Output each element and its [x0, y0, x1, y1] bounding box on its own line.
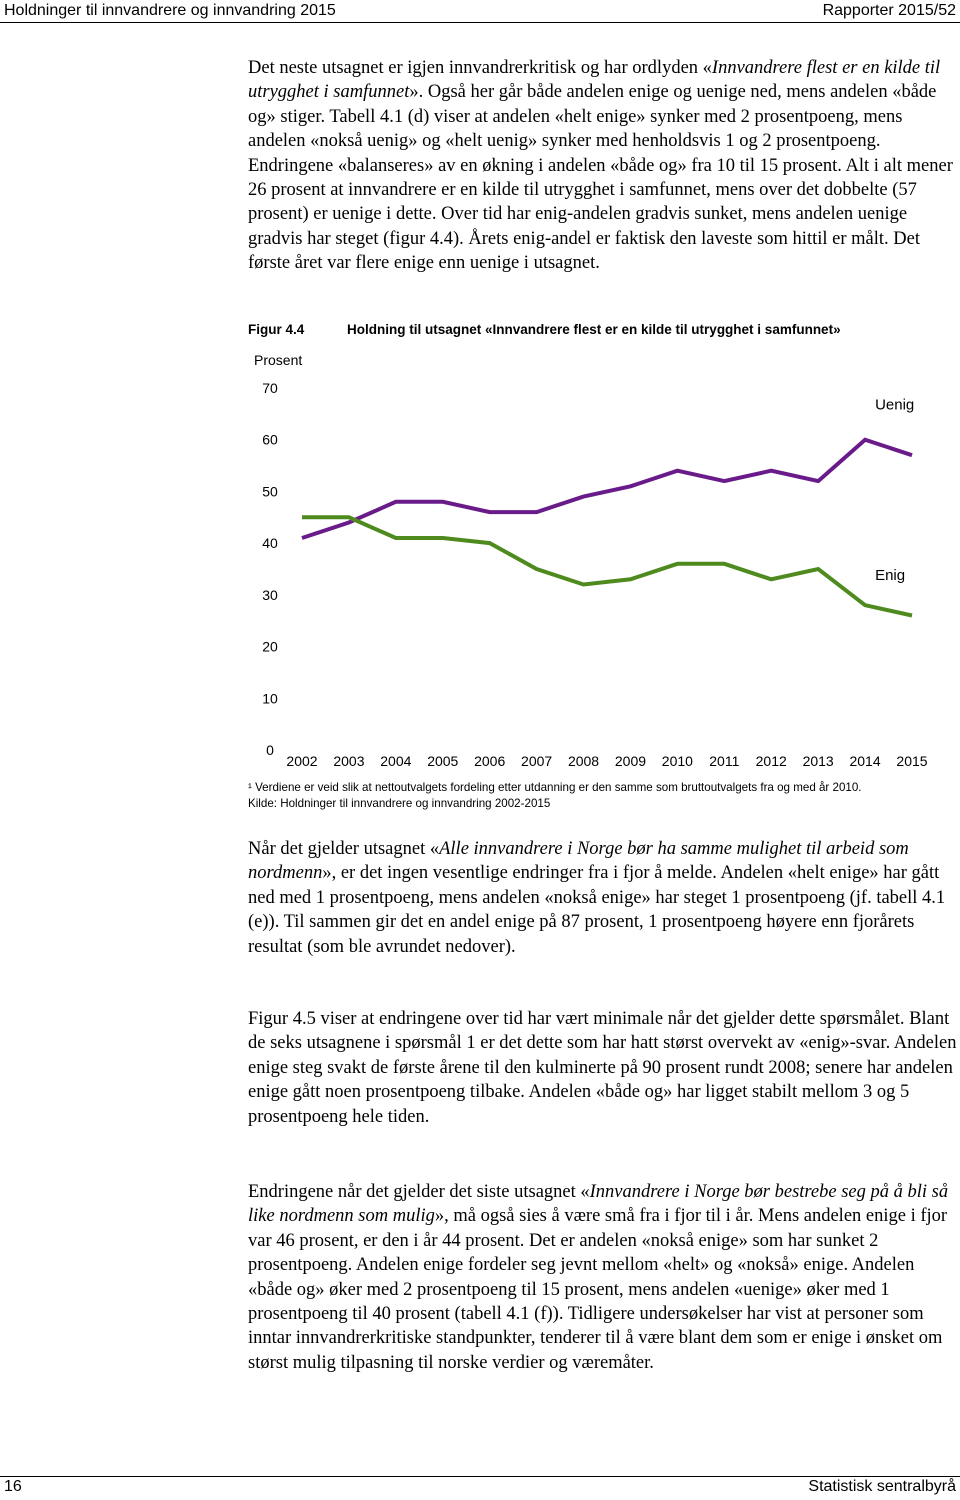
publisher-name: Statistisk sentralbyrå — [808, 1477, 956, 1497]
figure-number: Figur 4.4 — [248, 322, 304, 337]
y-tick-label: 20 — [262, 639, 278, 655]
figure-source: Kilde: Holdninger til innvandrere og innvandring 2002-2015 — [248, 795, 960, 812]
y-tick-label: 40 — [262, 535, 278, 551]
series-line-uenig — [302, 440, 912, 538]
series-line-enig — [302, 517, 912, 615]
x-tick-label: 2013 — [803, 753, 834, 769]
x-tick-label: 2011 — [709, 753, 739, 769]
x-tick-label: 2008 — [568, 753, 599, 769]
paragraph-text: Figur 4.5 viser at endringene over tid har vært minimale når det gjelder dette spørsmålet. Blant de seks utsagnene i spørsmål 1 er det dette som har hatt størst overvekt av «enig»-svar. Andelen enige steg svakt de første årene til den kulminerte på 90 prosent rundt 2008; senere har andelen enige gått noen prosentpoeng tilbake. Andelen «både og» har ligget stabilt mellom 3 og 5 prosentpoeng hele tiden. — [248, 1009, 956, 1127]
paragraph-text: Endringene når det gjelder det siste utsagnet « — [248, 1182, 590, 1202]
paragraph-text: », er det ingen vesentlige endringer fra i fjor å melde. Andelen «helt enige» har gått ned med 1 prosentpoeng, mens andelen «nokså enige» har steget 1 prosentpoeng (jf. tabell 4.1 (e)). Til sammen gir det en andel enige på 87 prosent, 1 prosentpoeng høyere enn fjorårets resultat (som ble avrundet nedover). — [248, 863, 945, 956]
x-tick-label: 2014 — [849, 753, 880, 769]
x-tick-label: 2007 — [521, 753, 552, 769]
paragraph-2 — [248, 837, 960, 959]
x-tick-label: 2002 — [286, 753, 317, 769]
paragraph-3 — [248, 1007, 960, 1129]
x-tick-label: 2012 — [756, 753, 787, 769]
page-footer — [0, 1476, 960, 1500]
paragraph-4 — [248, 1180, 960, 1375]
quoted-statement: Innvandrere i Norge bør bestrebe seg på å bli så like nordmenn som mulig — [248, 1182, 948, 1226]
paragraph-text: ». Også her går både andelen enige og uenige ned, mens andelen «både og» stiger. Tabell 4.1 (d) viser at andelen «helt enige» synker med 2 prosentpoeng, mens andelen «nokså uenig» og «helt uenig» synker med henholdsvis 1 og 2 prosentpoeng. Endringene «balanseres» av en økning i andelen «både og» fra 10 til 15 prosent. Alt i alt mener 26 prosent at innvandrere er en kilde til utrygghet i samfunnet, mens over det dobbelte (57 prosent) er uenige i dette. Over tid har enig-andelen gradvis sunket, mens andelen uenige gradvis har steget (figur 4.4). Årets enig-andel er faktisk den laveste som hittil er målt. Det første året var flere enige enn uenige i utsagnet. — [248, 82, 953, 273]
page-number: 16 — [4, 1477, 22, 1497]
x-tick-label: 2004 — [380, 753, 411, 769]
page-header — [0, 0, 960, 23]
y-axis-label: Prosent — [254, 352, 302, 368]
y-tick-label: 10 — [262, 690, 278, 706]
x-tick-label: 2003 — [333, 753, 364, 769]
x-tick-label: 2005 — [427, 753, 458, 769]
y-tick-label: 70 — [262, 380, 278, 396]
paragraph-text: Når det gjelder utsagnet « — [248, 839, 439, 859]
y-tick-label: 0 — [266, 742, 274, 758]
y-tick-label: 30 — [262, 587, 278, 603]
series-label-enig: Enig — [875, 567, 905, 584]
x-tick-label: 2010 — [662, 753, 693, 769]
running-title: Holdninger til innvandrere og innvandring 2015 — [4, 1, 336, 21]
x-tick-label: 2006 — [474, 753, 505, 769]
x-tick-label: 2009 — [615, 753, 646, 769]
quoted-statement: Alle innvandrere i Norge bør ha samme mulighet til arbeid som nordmenn — [248, 839, 909, 883]
figure-footnote: ¹ Verdiene er veid slik at nettoutvalgets fordeling etter utdanning er den samme som bruttoutvalgets fra og med år 2010. — [248, 779, 960, 796]
series-label-uenig: Uenig — [875, 397, 914, 414]
quoted-statement: Innvandrere flest er en kilde til utrygghet i samfunnet — [248, 58, 940, 102]
line-chart — [240, 370, 960, 770]
paragraph-text: Det neste utsagnet er igjen innvandrerkritisk og har ordlyden « — [248, 58, 712, 78]
paragraph-1 — [248, 56, 960, 276]
x-tick-label: 2015 — [896, 753, 927, 769]
figure-title: Holdning til utsagnet «Innvandrere flest er en kilde til utrygghet i samfunnet» — [347, 322, 841, 337]
report-number: Rapporter 2015/52 — [823, 1, 956, 21]
paragraph-text: », må også sies å være små fra i fjor til i år. Mens andelen enige i fjor var 46 prosent, er den i år 44 prosent. Det er andelen «nokså enige» som har sunket 2 prosentpoeng. Andelen enige fordeler seg jevnt mellom «helt» og «nokså» enige. Andelen «både og» øker med 2 prosentpoeng til 15 prosent, mens andelen «uenige» øker med 1 prosentpoeng til 40 prosent (tabell 4.1 (f)). Tidligere undersøkelser har vist at personer som inntar innvandrerkritiske standpunkter, tenderer til å være blant dem som er enige i ønsket om størst mulig tilpasning til norske verdier og væremåter. — [248, 1206, 947, 1372]
y-tick-label: 60 — [262, 432, 278, 448]
y-tick-label: 50 — [262, 483, 278, 499]
